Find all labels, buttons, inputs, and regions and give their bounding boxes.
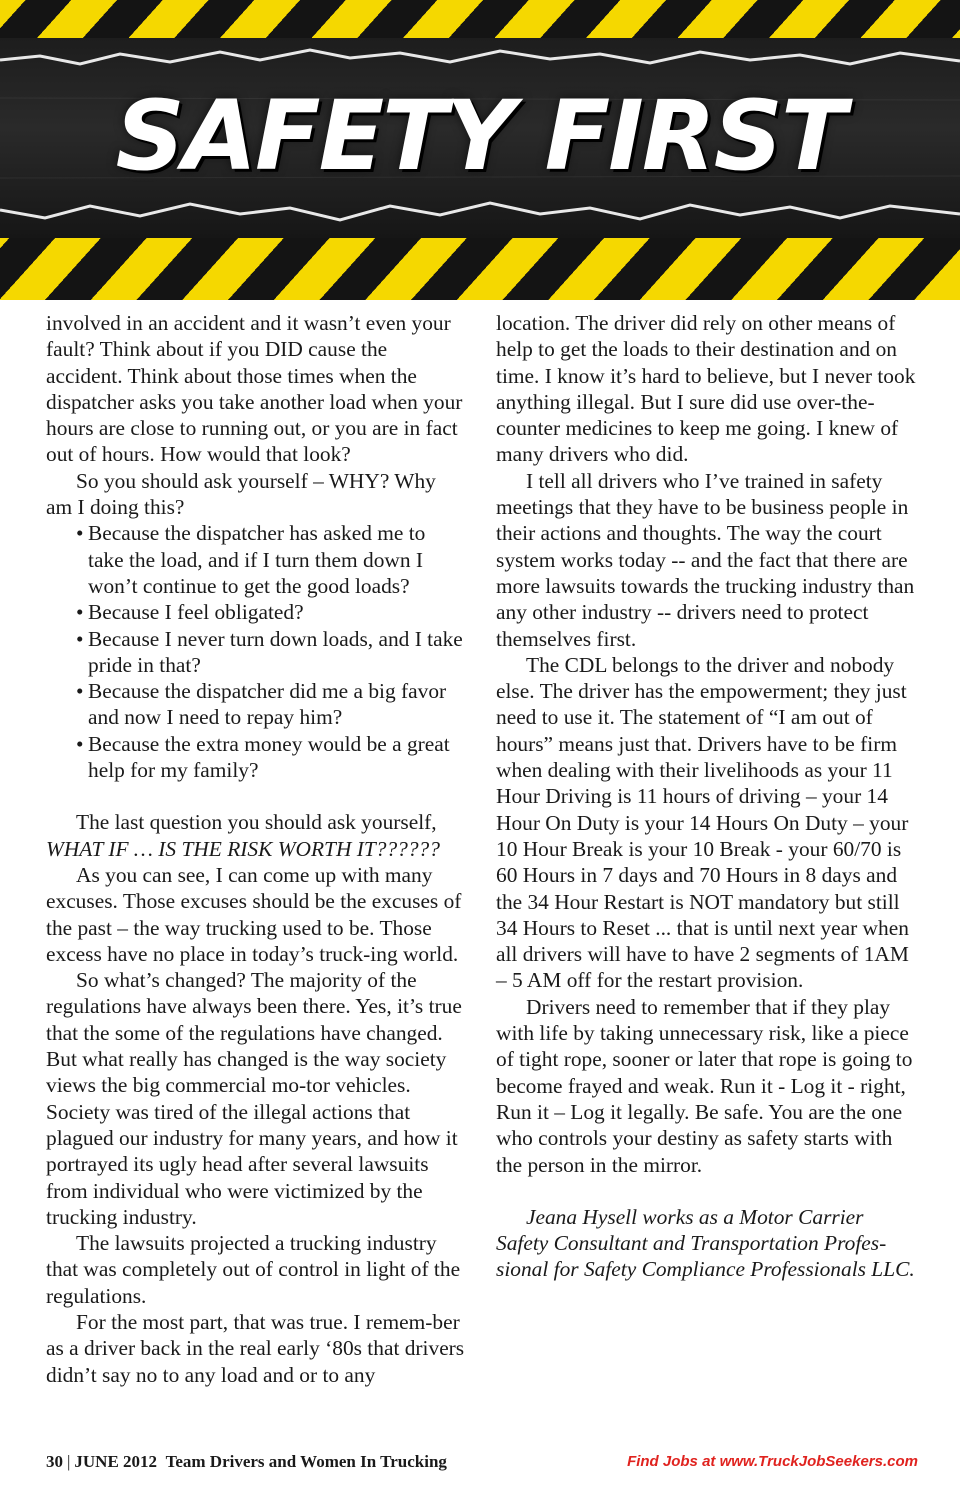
paragraph: location. The driver did rely on other means of help to get the loads to their destination and on time. I know it’s hard to believe, but I never took anything illegal. But I sure did use over-the-counter medicines to keep me going. I knew of many drivers who did. xyxy=(496,311,916,467)
article-right-column xyxy=(496,310,916,1283)
paragraph: I tell all drivers who I’ve trained in safety meetings that they have to be business people in their actions and thoughts. The way the court system works today -- and the fact that there are more lawsuits towards the trucking industry than any other industry -- drivers need to protect themselves first. xyxy=(496,468,915,651)
page-footer xyxy=(46,1452,918,1478)
risk-question: WHAT IF … IS THE RISK WORTH IT?????? xyxy=(46,836,440,861)
reasons-list xyxy=(46,520,466,783)
paragraph: involved in an accident and it wasn’t even your fault? Think about if you DID cause the accident. Think about those times when the dispatcher asks you take another load when your hours are close to running out, or you are in fact out of hours. How would that look? xyxy=(46,311,463,467)
paragraph: The last question you should ask yourself, xyxy=(76,810,437,835)
paragraph: So what’s changed? The majority of the regulations have always been there. Yes, it’s true that the some of the regulations have changed. But what really has changed is the way society views the big commercial mo-tor vehicles. Society was tired of the illegal actions that plagued our industry for many years, and how it portrayed its ugly head after several lawsuits from individual who were victimized by the trucking industry. xyxy=(46,968,462,1229)
author-byline: Jeana Hysell works as a Motor Carrier Safety Consultant and Transportation Profes-sional for Safety Compliance Professionals LLC. xyxy=(496,1204,915,1282)
list-item: • Because the dispatcher has asked me to take the load, and if I turn them down I won’t continue to get the good loads? xyxy=(76,520,466,599)
paragraph: The lawsuits projected a trucking industry that was completely out of control in light of the regulations. xyxy=(46,1231,461,1308)
footer-promo-link[interactable]: Find Jobs at www.TruckJobSeekers.com xyxy=(627,1453,918,1470)
paragraph: So you should ask yourself – WHY? Why am I doing this? xyxy=(46,468,436,520)
article-left-column xyxy=(46,310,466,1388)
issue-date: JUNE 2012 xyxy=(74,1452,158,1471)
paragraph: For the most part, that was true. I remem-ber as a driver back in the real early ‘80s that drivers didn’t say no to any load and or to any xyxy=(46,1309,465,1387)
list-item: • Because I feel obligated? xyxy=(76,599,466,625)
publication-name: Team Drivers and Women In Trucking xyxy=(165,1452,447,1471)
footer-folio xyxy=(46,1452,447,1472)
safety-first-banner xyxy=(0,0,960,300)
list-item: • Because I never turn down loads, and I take pride in that? xyxy=(76,626,466,679)
paragraph: The CDL belongs to the driver and nobody else. The driver has the empowerment; they just need to use it. The statement of “I am out of hours” means just that. Drivers have to be firm when dealing with their livelihoods as your 11 Hour Driving is 11 hours of driving – your 14 Hour On Duty is your 14 Hours On Duty – your 10 Hour Break is your 10 Break - your 60/70 is 60 Hours in 7 days and 70 Hours in 8 days and the 34 Hour Restart is NOT mandatory but still 34 Hours to Reset ... that is until next year when all drivers will have to have 2 segments of 1AM – 5 AM off for the restart provision. xyxy=(496,652,909,993)
footer-separator: | xyxy=(67,1452,71,1471)
paragraph: As you can see, I can come up with many excuses. Those excuses should be the excuses of the past – the way trucking used to be. Those excess have no place in today’s truck-ing world. xyxy=(46,862,462,966)
list-item: • Because the dispatcher did me a big favor and now I need to repay him? xyxy=(76,678,466,731)
paragraph: Drivers need to remember that if they play with life by taking unnecessary risk, like a piece of tight rope, sooner or later that rope is going to become frayed and weak. Run it - Log it - right, Run it – Log it legally. Be safe. You are the one who controls your destiny as safety starts with the person in the mirror. xyxy=(496,994,913,1177)
list-item: • Because the extra money would be a great help for my family? xyxy=(76,731,466,784)
banner-title: SAFETY FIRST xyxy=(115,80,845,192)
page-number: 30 xyxy=(46,1452,63,1471)
